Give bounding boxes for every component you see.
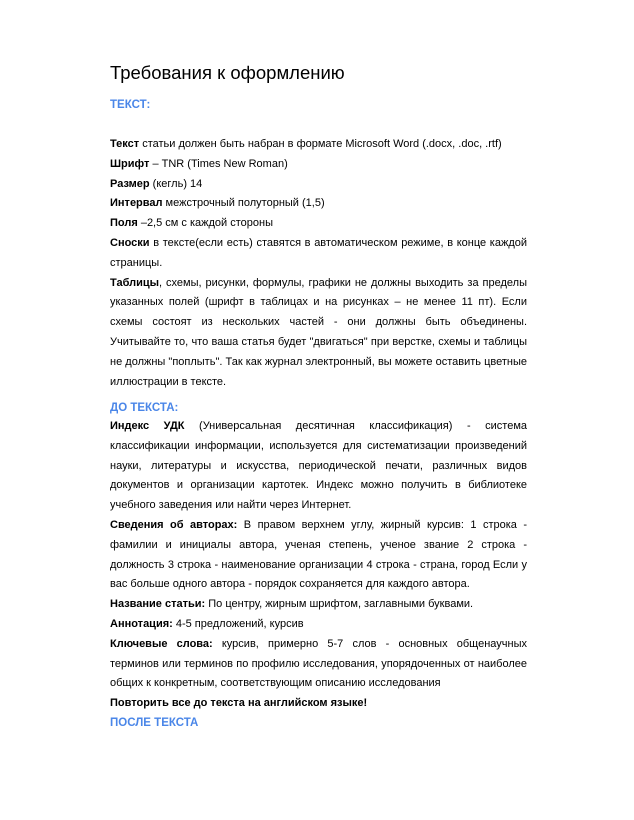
requirement-footnotes — [110, 234, 527, 274]
requirement-label: Аннотация: — [110, 617, 173, 630]
requirement-authors — [110, 516, 527, 595]
requirement-keywords — [110, 635, 527, 694]
requirement-label: Поля — [110, 217, 138, 230]
section-heading-text: ТЕКСТ: — [110, 99, 151, 111]
requirement-abstract — [110, 615, 527, 635]
requirement-label: Шрифт — [110, 157, 150, 170]
requirement-label: Сведения об авторах: — [110, 518, 238, 531]
requirement-label: Размер — [110, 177, 150, 190]
requirement-udc — [110, 417, 527, 516]
requirement-body: –2,5 см с каждой стороны — [137, 217, 273, 230]
section-heading-before: ДО ТЕКСТА: — [110, 402, 179, 414]
requirement-body: 4-5 предложений, курсив — [172, 617, 304, 630]
requirement-body: (Универсальная десятичная классификация) - система классификации информации, используется для систематизации произведений науки, литературы и искусства, периодической печати, различных видов документов и организации картотек. Индекс можно получить в библиотеке учебного заведения или найти через Интернет. — [110, 420, 527, 512]
requirement-label: Индекс УДК — [110, 420, 185, 432]
requirement-font — [110, 155, 527, 175]
requirement-label: Повторить все до текста на английском языке! — [110, 697, 368, 710]
requirement-label: Название статьи: — [110, 598, 206, 611]
section-text-body — [110, 135, 527, 392]
requirement-spacing — [110, 194, 527, 214]
section-before-body — [110, 417, 527, 714]
requirement-text — [110, 135, 527, 155]
requirement-tables — [110, 274, 527, 393]
requirement-label: Таблицы — [110, 276, 159, 289]
requirement-label: Текст — [110, 138, 140, 150]
requirement-body: межстрочный полуторный (1,5) — [162, 197, 325, 210]
requirement-body: курсив, примерно 5-7 слов - основных общенаучных терминов или терминов по профилю исследования, упорядоченных от наиболее общих к конкретным, соответствующим описанию исследования — [110, 637, 527, 690]
section-heading-after: ПОСЛЕ ТЕКСТА — [110, 717, 199, 729]
page-title: Требования к оформлению — [110, 62, 345, 83]
requirement-margins — [110, 214, 527, 234]
requirement-size — [110, 175, 527, 195]
requirement-label: Интервал — [110, 197, 163, 210]
requirement-label: Сноски — [110, 236, 150, 249]
requirement-body: По центру, жирным шрифтом, заглавными буквами. — [205, 598, 474, 611]
requirement-body: В правом верхнем углу, жирный курсив: 1 строка - фамилии и инициалы автора, ученая степень, ученое звание 2 строка - должность 3 строка - наименование организации 4 строка - страна, город Если у вас больше одного автора - порядок сохраняется для каждого автора. — [110, 518, 527, 591]
requirement-body: в тексте(если есть) ставятся в автоматическом режиме, в конце каждой страницы. — [110, 236, 527, 269]
requirement-label: Ключевые слова: — [110, 637, 213, 650]
requirement-body: (кегль) 14 — [149, 177, 203, 190]
requirement-body: – TNR (Times New Roman) — [149, 157, 288, 170]
requirement-article-title — [110, 595, 527, 615]
requirement-body: статьи должен быть набран в формате Microsoft Word (.docx, .doc, .rtf) — [139, 138, 502, 150]
requirement-body: , схемы, рисунки, формулы, графики не должны выходить за пределы указанных полей (шрифт в таблицах и на рисунках – не менее 11 пт). Если схемы состоят из нескольких частей - они должны быть объединены. Учитывайте то, что ваша статья будет "двигаться" при верстке, схемы и таблицы не должны "поплыть". Так как журнал электронный, вы можете оставить цветные иллюстрации в тексте. — [110, 276, 527, 388]
requirement-english — [110, 694, 527, 714]
